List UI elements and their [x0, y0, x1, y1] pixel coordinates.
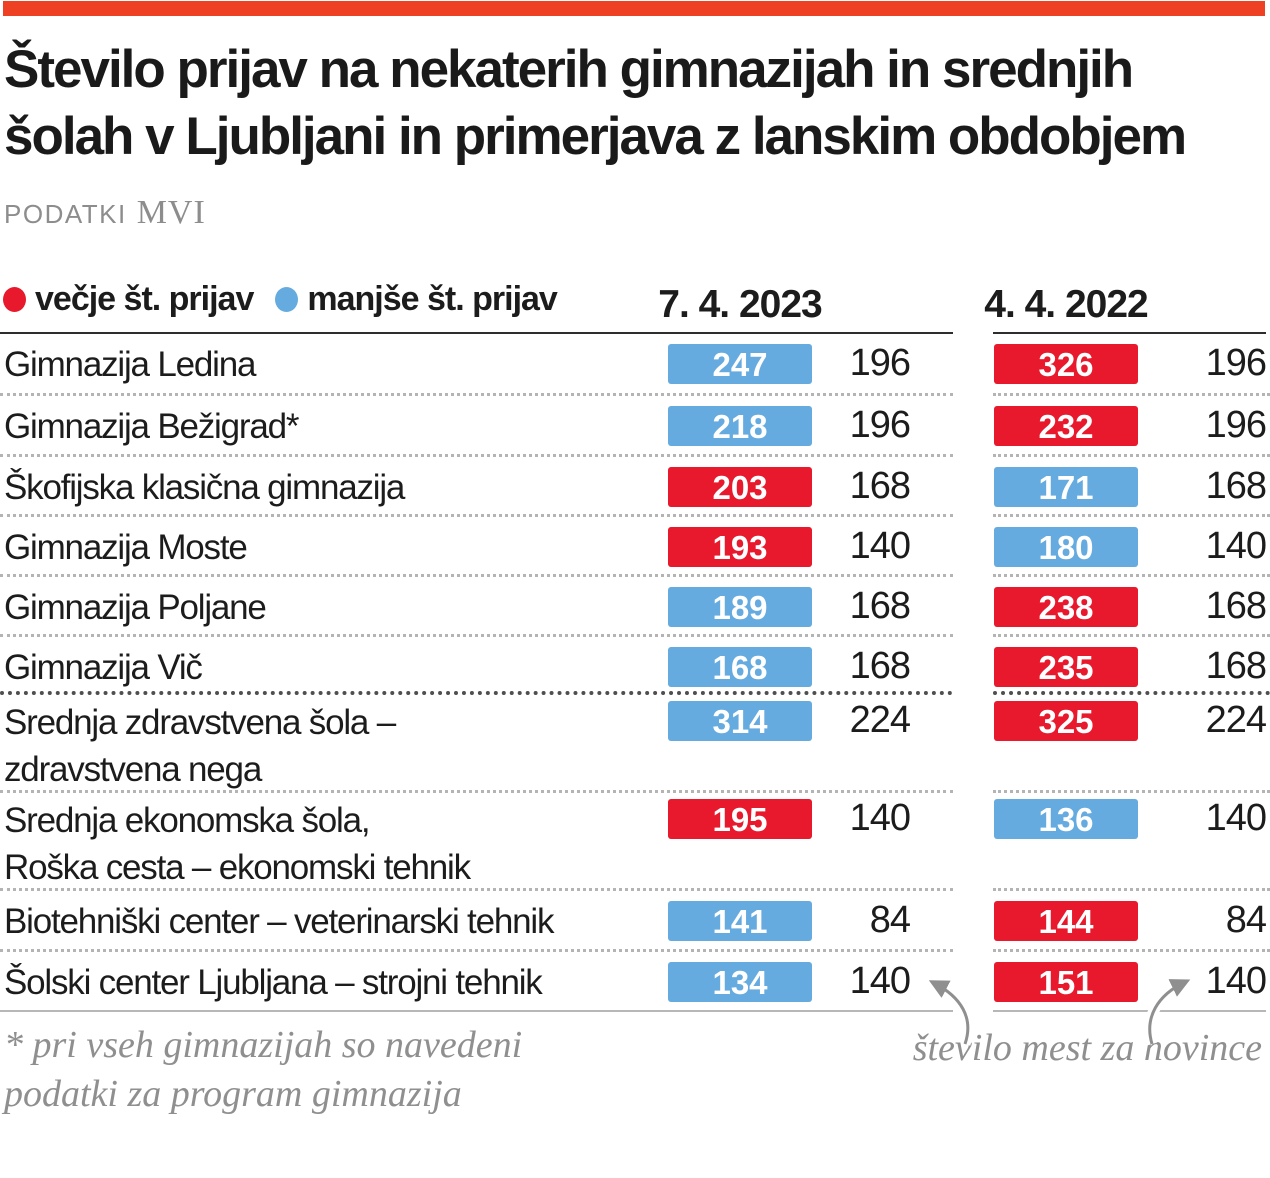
page-title — [4, 36, 1260, 170]
legend-item-less — [275, 281, 556, 317]
seats-2023: 140 — [849, 525, 910, 567]
bottom-rule-right — [993, 1010, 1266, 1012]
legend-label-more: večje št. prijav — [35, 280, 254, 318]
school-name: Gimnazija Poljane — [4, 588, 266, 627]
applications-badge-2023: 195 — [668, 799, 812, 839]
seats-2022: 140 — [1205, 797, 1266, 839]
table-row — [0, 793, 1270, 891]
page-title-line-2: šolah v Ljubljani in primerjava z lanskim obdobjem — [4, 107, 1186, 166]
applications-badge-2022: 171 — [994, 467, 1138, 507]
seats-2022: 140 — [1205, 960, 1266, 1002]
seats-2023: 140 — [849, 960, 910, 1002]
school-name: Škofijska klasična gimnazija — [4, 468, 405, 507]
legend-item-more — [3, 281, 253, 317]
source-prefix: PODATKI — [4, 199, 127, 229]
applications-badge-2022: 325 — [994, 701, 1138, 741]
footnote-seats: število mest za novince — [912, 1027, 1262, 1069]
seats-2023: 140 — [849, 797, 910, 839]
seats-2022: 140 — [1205, 525, 1266, 567]
page-title-line-1: Število prijav na nekaterih gimnazijah in srednjih — [4, 40, 1133, 99]
school-name: Srednja zdravstvena šola – zdravstvena nega — [4, 703, 395, 789]
applications-badge-2023: 203 — [668, 467, 812, 507]
applications-badge-2023: 168 — [668, 647, 812, 687]
table-row — [0, 396, 1270, 457]
blue-dot-icon — [275, 287, 298, 312]
seats-2022: 196 — [1205, 404, 1266, 446]
applications-badge-2022: 136 — [994, 799, 1138, 839]
applications-badge-2022: 151 — [994, 962, 1138, 1002]
applications-badge-2022: 180 — [994, 527, 1138, 567]
table-row — [0, 891, 1270, 952]
table-row — [0, 952, 1270, 1010]
legend — [3, 281, 557, 317]
seats-2023: 224 — [849, 699, 910, 741]
bottom-rule-left — [0, 1010, 953, 1012]
table-row — [0, 695, 1270, 793]
applications-badge-2023: 134 — [668, 962, 812, 1002]
school-name: Šolski center Ljubljana – strojni tehnik — [4, 963, 542, 1002]
applications-badge-2022: 326 — [994, 344, 1138, 384]
legend-label-less: manjše št. prijav — [307, 280, 557, 318]
seats-2023: 196 — [849, 342, 910, 384]
seats-2022: 84 — [1225, 899, 1266, 941]
school-name: Gimnazija Vič — [4, 648, 202, 687]
table-row — [0, 637, 1270, 695]
applications-badge-2023: 218 — [668, 406, 812, 446]
seats-2022: 168 — [1205, 465, 1266, 507]
seats-2022: 168 — [1205, 585, 1266, 627]
table-row — [0, 457, 1270, 517]
applications-badge-2023: 247 — [668, 344, 812, 384]
seats-2023: 168 — [849, 645, 910, 687]
seats-2023: 84 — [869, 899, 910, 941]
source-label — [4, 194, 206, 232]
table-row — [0, 334, 1270, 396]
accent-bar — [3, 1, 1265, 16]
comparison-table — [0, 334, 1270, 1010]
applications-badge-2022: 235 — [994, 647, 1138, 687]
applications-badge-2023: 141 — [668, 901, 812, 941]
seats-2023: 168 — [849, 465, 910, 507]
applications-badge-2023: 189 — [668, 587, 812, 627]
table-row — [0, 577, 1270, 637]
footnote-gimnazija: * pri vseh gimnazijah so navedeni podatki za program gimnazija — [4, 1024, 523, 1115]
school-name: Gimnazija Moste — [4, 528, 247, 567]
school-name: Biotehniški center – veterinarski tehnik — [4, 902, 554, 941]
red-dot-icon — [3, 287, 26, 312]
seats-2022: 224 — [1205, 699, 1266, 741]
seats-2023: 196 — [849, 404, 910, 446]
applications-badge-2023: 193 — [668, 527, 812, 567]
school-name: Srednja ekonomska šola, Roška cesta – ekonomski tehnik — [4, 801, 470, 887]
column-header-2022: 4. 4. 2022 — [984, 283, 1148, 326]
applications-badge-2022: 144 — [994, 901, 1138, 941]
school-name: Gimnazija Ledina — [4, 345, 256, 384]
applications-badge-2022: 232 — [994, 406, 1138, 446]
seats-2022: 196 — [1205, 342, 1266, 384]
applications-badge-2023: 314 — [668, 701, 812, 741]
table-row — [0, 517, 1270, 577]
seats-2023: 168 — [849, 585, 910, 627]
source-name: MVI — [136, 194, 206, 231]
column-header-2023: 7. 4. 2023 — [658, 283, 822, 326]
school-name: Gimnazija Bežigrad* — [4, 407, 299, 446]
seats-2022: 168 — [1205, 645, 1266, 687]
applications-badge-2022: 238 — [994, 587, 1138, 627]
